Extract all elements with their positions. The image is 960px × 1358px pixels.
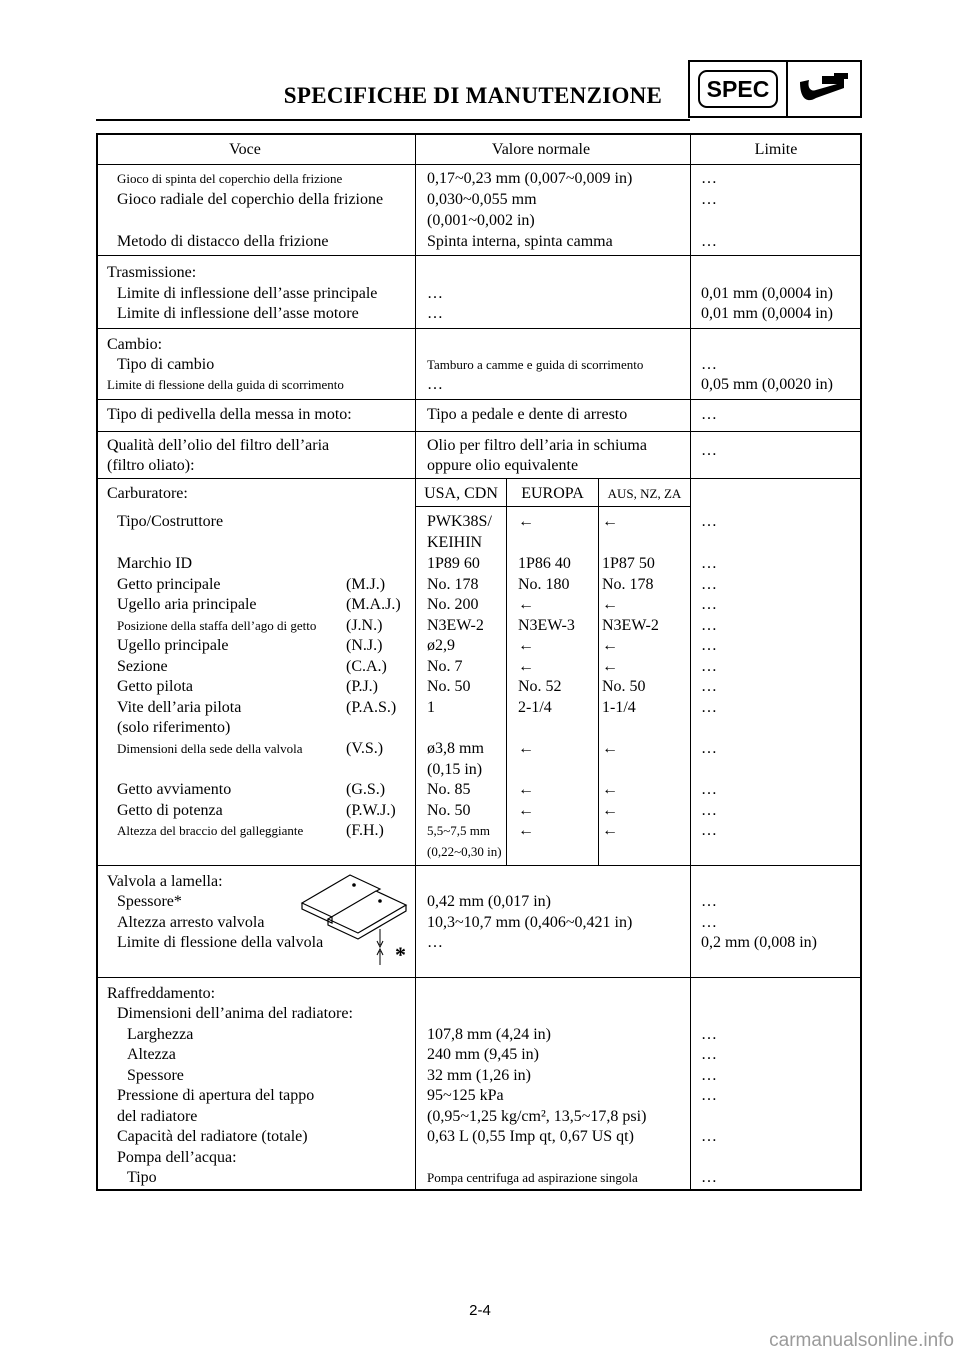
row-label: Getto principale (117, 576, 221, 593)
row-label: Altezza (127, 1046, 176, 1063)
market-value: ø2,9 (427, 637, 455, 654)
section-title: Cambio: (107, 336, 163, 353)
row-limit: 0,2 mm (0,008 in) (701, 934, 817, 951)
market-value: (0,15 in) (427, 761, 483, 778)
row-label: Pompa dell’acqua: (117, 1149, 237, 1166)
row-value: Pompa centrifuga ad aspirazione singola (427, 1170, 638, 1185)
market-value: ← (602, 637, 618, 654)
market-value: ← (518, 658, 534, 675)
row-label: Spessore* (117, 893, 182, 910)
row-limit: … (701, 699, 718, 716)
row-limit: … (701, 1067, 718, 1084)
market-value: ← (518, 802, 534, 819)
row-value: … (427, 934, 444, 951)
market-value: (0,22~0,30 in) (427, 844, 502, 859)
market-value: ← (518, 513, 534, 530)
row-label: Limite di flessione della guida di scorrimento (107, 377, 344, 392)
row-label: Marchio ID (117, 555, 193, 572)
row-value: 95~125 kPa (427, 1087, 504, 1104)
row-label: Getto pilota (117, 678, 193, 695)
title-underline (96, 119, 690, 121)
market-value: ← (602, 822, 618, 839)
row-limit: … (701, 914, 718, 931)
row-label: Sezione (117, 658, 168, 675)
market-value: No. 7 (427, 658, 463, 675)
row-value: oppure olio equivalente (427, 457, 579, 474)
market-value: ← (518, 596, 534, 613)
row-code: (M.A.J.) (346, 596, 401, 613)
row-label: Gioco di spinta del coperchio della frizione (117, 171, 343, 186)
market-value: PWK38S/ (427, 513, 492, 530)
spec-label: SPEC (698, 70, 778, 108)
row-label: Vite dell’aria pilota (117, 699, 242, 716)
row-value: 10,3~10,7 mm (0,406~0,421 in) (427, 914, 633, 931)
market-value: 1P89 60 (427, 555, 480, 572)
market-value: ← (602, 802, 618, 819)
reed-valve-diagram (292, 869, 412, 969)
row-label: Getto avviamento (117, 781, 232, 798)
market-value: No. 50 (602, 678, 646, 695)
row-code: (J.N.) (346, 617, 383, 634)
row-limit: … (701, 1128, 718, 1145)
row-value: … (427, 376, 444, 393)
row-label: Altezza arresto valvola (117, 914, 265, 931)
row-label: Dimensioni dell’anima del radiatore: (117, 1005, 353, 1022)
section-title: Valvola a lamella: (107, 873, 223, 890)
row-value: 0,63 L (0,55 Imp qt, 0,67 US qt) (427, 1128, 634, 1145)
row-label: Limite di flessione della valvola (117, 934, 324, 951)
row-limit: … (701, 617, 718, 634)
row-code: (C.A.) (346, 658, 387, 675)
row-label: Getto di potenza (117, 802, 223, 819)
row-label: (solo riferimento) (117, 719, 231, 736)
market-value: ← (602, 658, 618, 675)
row-code: (P.J.) (346, 678, 379, 695)
row-value: 107,8 mm (4,24 in) (427, 1026, 551, 1043)
col-divider (690, 135, 691, 1191)
row-label: del radiatore (117, 1108, 198, 1125)
row-divider (98, 977, 860, 978)
market-value: ← (602, 513, 618, 530)
row-label: Posizione della staffa dell’ago di getto (117, 618, 317, 633)
market-value: 1P87 50 (602, 555, 655, 572)
col-divider (415, 135, 416, 1191)
row-label: Qualità dell’olio del filtro dell’aria (107, 437, 330, 454)
row-limit: … (701, 576, 718, 593)
row-value: 0,42 mm (0,017 in) (427, 893, 551, 910)
market-value: No. 85 (427, 781, 471, 798)
row-limit: 0,01 mm (0,0004 in) (701, 285, 833, 302)
row-label: (filtro oliato): (107, 457, 195, 474)
spec-table (96, 133, 862, 1191)
market-value: No. 180 (518, 576, 570, 593)
market-divider (598, 478, 599, 865)
page-number: 2-4 (469, 1302, 491, 1319)
row-code: (V.S.) (346, 740, 384, 757)
row-limit: … (701, 822, 718, 839)
row-code: (F.H.) (346, 822, 384, 839)
market-value: No. 50 (427, 678, 471, 695)
row-limit: … (701, 781, 718, 798)
row-label: Spessore (127, 1067, 184, 1084)
market-header: USA, CDN (424, 485, 498, 502)
row-limit: … (701, 658, 718, 675)
spec-badge-divider (786, 62, 788, 116)
row-label: Limite di inflessione dell’asse principale (117, 285, 378, 302)
market-value: 1 (427, 699, 435, 716)
market-value: 1P86 40 (518, 555, 571, 572)
col-header-limite: Limite (754, 141, 798, 158)
row-label: Metodo di distacco della frizione (117, 233, 329, 250)
market-header: EUROPA (521, 485, 584, 502)
row-limit: … (701, 513, 718, 530)
row-limit: … (701, 678, 718, 695)
row-divider (98, 399, 860, 400)
row-value: (0,95~1,25 kg/cm², 13,5~17,8 psi) (427, 1108, 647, 1125)
row-limit: 0,05 mm (0,0020 in) (701, 376, 833, 393)
row-label: Dimensioni della sede della valvola (117, 741, 303, 756)
row-value: … (427, 305, 444, 322)
market-header: AUS, NZ, ZA (607, 486, 682, 501)
row-limit: … (701, 802, 718, 819)
row-limit: … (701, 406, 718, 423)
watermark: carmanualsonline.info (769, 1330, 954, 1351)
row-code: (G.S.) (346, 781, 386, 798)
market-value: No. 178 (427, 576, 479, 593)
row-limit: … (701, 356, 718, 373)
page-title: SPECIFICHE DI MANUTENZIONE (283, 83, 663, 108)
market-value: N3EW-2 (427, 617, 484, 634)
row-divider (98, 478, 860, 479)
row-limit: … (701, 1087, 718, 1104)
row-limit: … (701, 893, 718, 910)
row-limit: … (701, 596, 718, 613)
row-divider (98, 255, 860, 256)
row-code: (M.J.) (346, 576, 386, 593)
market-value: N3EW-3 (518, 617, 575, 634)
row-value: Tamburo a camme e guida di scorrimento (427, 357, 644, 372)
row-value: Tipo a pedale e dente di arresto (427, 406, 628, 423)
market-value: KEIHIN (427, 534, 483, 551)
row-value: 0,17~0,23 mm (0,007~0,009 in) (427, 170, 633, 187)
row-value: 0,030~0,055 mm (427, 191, 537, 208)
row-label: Gioco radiale del coperchio della frizione (117, 191, 384, 208)
market-value: No. 50 (427, 802, 471, 819)
spec-badge (688, 60, 862, 118)
row-label: Pressione di apertura del tappo (117, 1087, 315, 1104)
row-limit: 0,01 mm (0,0004 in) (701, 305, 833, 322)
market-value: No. 200 (427, 596, 479, 613)
market-value: ← (518, 637, 534, 654)
row-label: Tipo (127, 1169, 157, 1186)
row-limit: … (701, 191, 718, 208)
row-limit: … (701, 1026, 718, 1043)
row-label: Limite di inflessione dell’asse motore (117, 305, 359, 322)
row-label: Ugello aria principale (117, 596, 257, 613)
market-value: ← (518, 781, 534, 798)
row-label: Ugello principale (117, 637, 229, 654)
row-label: Capacità del radiatore (totale) (117, 1128, 308, 1145)
row-limit: … (701, 637, 718, 654)
row-limit: … (701, 442, 717, 459)
row-code: (P.W.J.) (346, 802, 396, 819)
market-value: ← (602, 781, 618, 798)
market-value: 1-1/4 (602, 699, 636, 716)
row-label: Larghezza (127, 1026, 194, 1043)
asterisk-marker: * (395, 942, 406, 967)
row-limit: … (701, 1046, 718, 1063)
market-value: ø3,8 mm (427, 740, 484, 757)
row-label: Tipo di pedivella della messa in moto: (107, 406, 352, 423)
row-limit: … (701, 1169, 718, 1186)
market-divider (506, 478, 507, 865)
row-value: (0,001~0,002 in) (427, 212, 535, 229)
row-divider (98, 164, 860, 165)
market-value: N3EW-2 (602, 617, 659, 634)
market-value: 5,5~7,5 mm (427, 823, 491, 838)
row-limit: … (701, 233, 718, 250)
market-value: No. 52 (518, 678, 562, 695)
row-label: Altezza del braccio del galleggiante (117, 823, 304, 838)
row-divider (98, 865, 860, 866)
section-title: Trasmissione: (107, 264, 197, 281)
market-value: ← (602, 596, 618, 613)
row-value: 32 mm (1,26 in) (427, 1067, 531, 1084)
row-divider (98, 431, 860, 432)
row-limit: … (701, 740, 718, 757)
market-value: ← (518, 740, 534, 757)
market-value: ← (602, 740, 618, 757)
row-divider (98, 328, 860, 329)
market-value: 2-1/4 (518, 699, 552, 716)
row-code: (N.J.) (346, 637, 383, 654)
market-value: ← (518, 822, 534, 839)
col-header-voce: Voce (229, 141, 261, 158)
section-title: Raffreddamento: (107, 985, 216, 1002)
row-value: Spinta interna, spinta camma (427, 233, 613, 250)
row-limit: … (701, 170, 718, 187)
row-limit: … (701, 555, 718, 572)
row-label: Tipo/Costruttore (117, 513, 224, 530)
row-label: Tipo di cambio (117, 356, 215, 373)
row-value: … (427, 285, 444, 302)
row-code: (P.A.S.) (346, 699, 397, 716)
row-value: Olio per filtro dell’aria in schiuma (427, 437, 647, 454)
market-header-divider (415, 506, 690, 507)
market-value: No. 178 (602, 576, 654, 593)
wrench-icon (794, 70, 854, 110)
row-value: 240 mm (9,45 in) (427, 1046, 539, 1063)
col-header-valore: Valore normale (491, 141, 591, 158)
section-title: Carburatore: (107, 485, 188, 502)
